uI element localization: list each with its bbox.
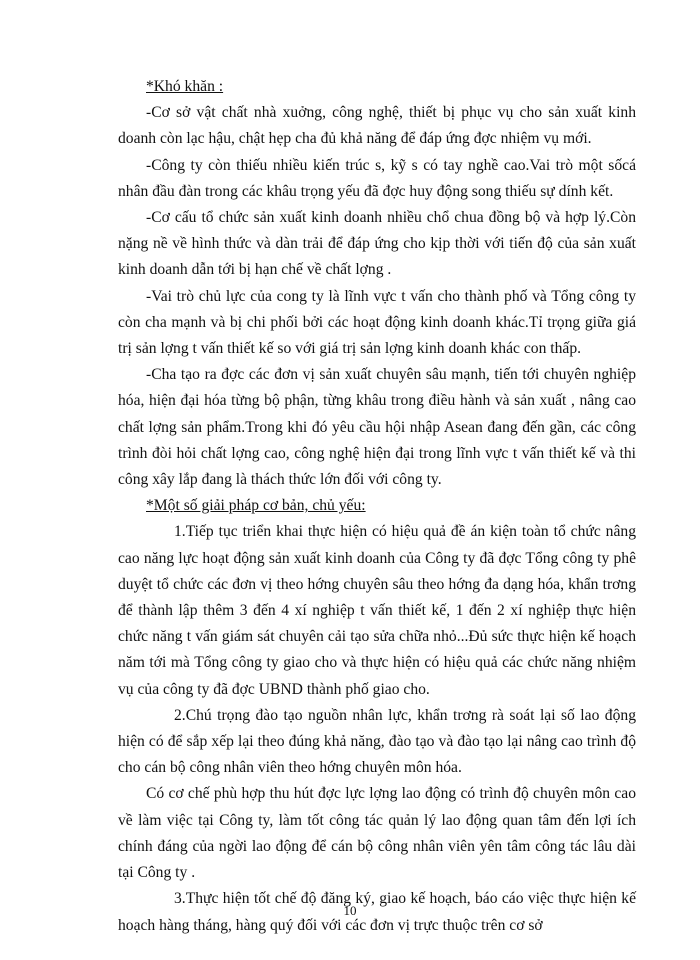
page-number: 10 <box>343 903 357 918</box>
difficulty-item: -Cha tạo ra đợc các đơn vị sản xuất chuyên sâu mạnh, tiến tới chuyên nghiệp hóa, hiện đại hóa từng bộ phận, từng khâu trong điều hành và sản xuất , nâng cao chất lợng sản phẩm.Trong khi đó yêu cầu hội nhập Asean đang đến gần, các công trình đòi hỏi chất lợng cao, công nghệ hiện đại trong lĩnh vực t vấn thiết kế và thi công xây lắp đang là thách thức lớn đối với công ty. <box>118 366 636 489</box>
solution-item-3: 3.Thực hiện tốt chế độ đăng ký, giao kế hoạch, báo cáo việc thực hiện kế hoạch hàng tháng, hàng quý đối với các đơn vị trực thuộc trên cơ sở <box>118 890 636 934</box>
difficulty-item: -Vai trò chủ lực của cong ty là lĩnh vực t vấn cho thành phố và Tổng công ty còn cha mạnh và bị chi phối bởi các hoạt động kinh doanh khác.Tỉ trọng giữa giá trị sản lợng t vấn thiết kế so với giá trị sản lợng kinh doanh khác con thấp. <box>118 287 636 358</box>
section-heading-solutions: *Một số giải pháp cơ bản, chủ yếu: <box>146 497 366 515</box>
difficulty-item: -Công ty còn thiếu nhiều kiến trúc s, kỹ s có tay nghề cao.Vai trò một sốcá nhân đầu đàn trong các khâu trọng yếu đã đợc huy động song thiếu sự dính kết. <box>118 156 636 200</box>
difficulty-item: -Cơ cấu tổ chức sản xuất kinh doanh nhiều chổ chua đồng bộ và hợp lý.Còn nặng nề về hình thức và dàn trải để đáp ứng cho kịp thời với tiến độ của sản xuất kinh doanh dẫn tới bị hạn chế về chất lợng . <box>118 209 636 279</box>
solution-item-2: 2.Chú trọng đào tạo nguồn nhân lực, khẩn trơng rà soát lại số lao động hiện có để sắp xếp lại theo đúng khả năng, đào tạo và đào tạo lại nâng cao trình độ cho cán bộ công nhân viên theo hớng chuyên môn hóa. <box>118 706 636 777</box>
page-body <box>118 74 636 939</box>
solution-item-1: 1.Tiếp tục triển khai thực hiện có hiệu quả đề án kiện toàn tổ chức nâng cao năng lực hoạt động sản xuất kinh doanh của Công ty đã đợc Tổng công ty phê duyệt tổ chức các đơn vị theo hớng chuyên sâu theo hớng đa dạng hóa, khẩn trơng để thành lập thêm 3 đến 4 xí nghiệp t vấn thiết kế, 1 đến 2 xí nghiệp thực hiện chức năng t vấn giám sát chuyên cải tạo sửa chữa nhỏ...Đủ sức thực hiện kế hoạch năm tới mà Tổng công ty giao cho và thực hiện có hiệu quả các chức năng nhiệm vụ của công ty đã đợc UBND thành phố giao cho. <box>118 523 636 698</box>
section-heading-difficulties: *Khó khăn : <box>146 78 224 95</box>
solution-item-2-continued: Có cơ chế phù hợp thu hút đợc lực lợng lao động có trình độ chuyên môn cao về làm việc tại Công ty, làm tốt công tác quản lý lao động quan tâm đến lợi ích chính đáng của ngời lao động để cán bộ công nhân viên yên tâm công tác lâu dài tại Công ty . <box>118 785 636 882</box>
difficulty-item: -Cơ sở vật chất nhà xuởng, công nghệ, thiết bị phục vụ cho sản xuất kinh doanh còn lạc hậu, chật hẹp cha đủ khả năng để đáp ứng đợc nhiệm vụ mới. <box>118 104 636 148</box>
